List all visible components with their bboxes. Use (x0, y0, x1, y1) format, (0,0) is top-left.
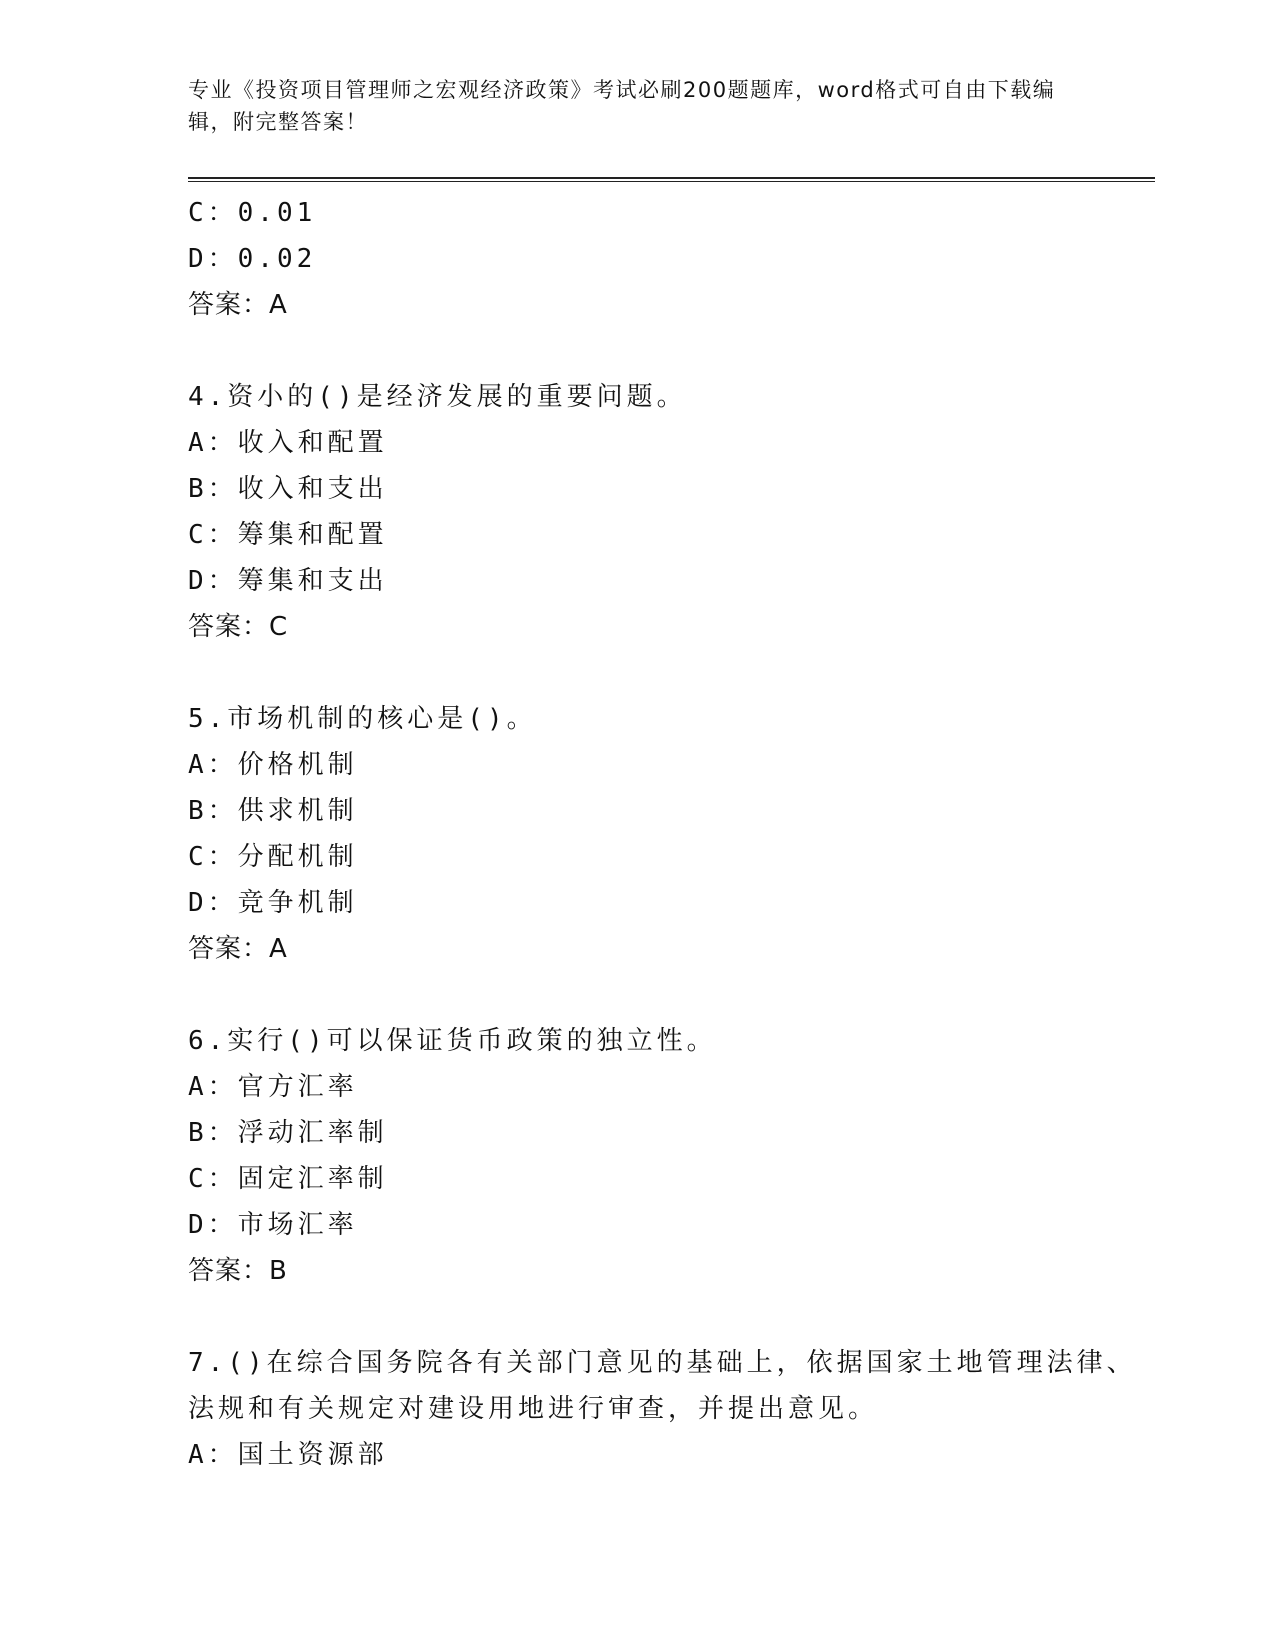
option-a: A：价格机制 (188, 750, 358, 780)
question-stem: 6.实行()可以保证货币政策的独立性。 (188, 1026, 717, 1056)
question-stem: 4.资小的()是经济发展的重要问题。 (188, 382, 687, 412)
option-c: C：筹集和配置 (188, 520, 388, 550)
header-rule-thick (188, 177, 1155, 179)
option-c: C：固定汇率制 (188, 1164, 388, 1194)
question-stem: 5.市场机制的核心是()。 (188, 704, 537, 734)
answer-label: 答案：C (188, 612, 289, 642)
document-header: 专业《投资项目管理师之宏观经济政策》考试必刷200题题库，word格式可自由下载编辑，附完整答案！ (188, 78, 1056, 134)
header-rule-thin (188, 181, 1155, 182)
answer-label: 答案：A (188, 934, 288, 964)
option-d: D：市场汇率 (188, 1210, 358, 1240)
question-block-6 (188, 1018, 1155, 1294)
option-c: C：分配机制 (188, 842, 358, 872)
question-block-5 (188, 696, 1155, 972)
question-block-7 (188, 1340, 1155, 1478)
answer-label: 答案：B (188, 1256, 288, 1286)
option-d: D：竞争机制 (188, 888, 358, 918)
question-block-3 (188, 190, 1155, 328)
option-b: B：供求机制 (188, 796, 358, 826)
option-d: D：筹集和支出 (188, 566, 388, 596)
question-block-4 (188, 374, 1155, 650)
question-list (188, 190, 1155, 1478)
option-b: B：收入和支出 (188, 474, 388, 504)
option-a: A：国土资源部 (188, 1440, 388, 1470)
answer-label: 答案：A (188, 290, 288, 320)
option-a: A：官方汇率 (188, 1072, 358, 1102)
option-c: C：0.01 (188, 198, 317, 228)
question-stem: 7.()在综合国务院各有关部门意见的基础上，依据国家土地管理法律、法规和有关规定对建设用地进行审查，并提出意见。 (188, 1348, 1137, 1424)
option-a: A：收入和配置 (188, 428, 388, 458)
option-b: B：浮动汇率制 (188, 1118, 388, 1148)
option-d: D：0.02 (188, 244, 317, 274)
